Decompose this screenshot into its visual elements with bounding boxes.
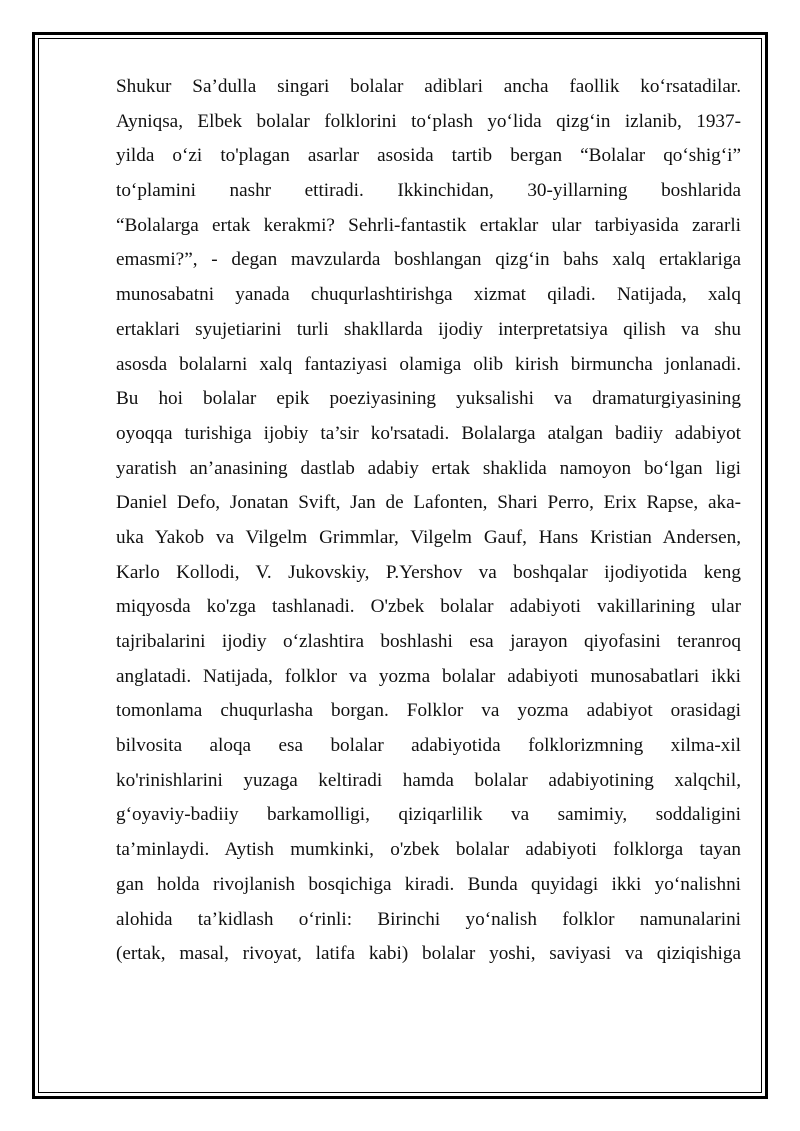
text-line: to‘plamini nashr ettiradi. Ikkinchidan, 30-yillarning boshlarida bbox=[116, 180, 741, 202]
text-line: munosabatni yanada chuqurlashtirishga xizmat qiladi. Natijada, xalq bbox=[116, 284, 741, 306]
text-line: “Bolalarga ertak kerakmi? Sehrli-fantastik ertaklar ular tarbiyasida zararli bbox=[116, 214, 741, 236]
text-line: anglatadi. Natijada, folklor va yozma bolalar adabiyoti munosabatlari ikki bbox=[116, 665, 741, 687]
text-line: ta’minlaydi. Aytish mumkinki, o'zbek bolalar adabiyoti folklorga tayan bbox=[116, 839, 741, 861]
text-line: Karlo Kollodi, V. Jukovskiy, P.Yershov va boshqalar ijodiyotida keng bbox=[116, 561, 741, 583]
text-line: gan holda rivojlanish bosqichiga kiradi. Bunda quyidagi ikki yo‘nalishni bbox=[116, 873, 741, 895]
text-line: (ertak, masal, rivoyat, latifa kabi) bolalar yoshi, saviyasi va qiziqishiga bbox=[116, 943, 741, 965]
text-line: uka Yakob va Vilgelm Grimmlar, Vilgelm Gauf, Hans Kristian Andersen, bbox=[116, 526, 741, 548]
text-line: yilda o‘zi to'plagan asarlar asosida tartib bergan “Bolalar qo‘shig‘i” bbox=[116, 145, 741, 167]
body-text bbox=[116, 70, 741, 972]
text-line: ertaklari syujetiarini turli shakllarda ijodiy interpretatsiya qilish va shu bbox=[116, 318, 741, 340]
text-line: emasmi?”, - degan mavzularda boshlangan qizg‘in bahs xalq ertaklariga bbox=[116, 249, 741, 271]
text-line: asosda bolalarni xalq fantaziyasi olamiga olib kirish birmuncha jonlanadi. bbox=[116, 353, 741, 375]
text-line: yaratish an’anasining dastlab adabiy ertak shaklida namoyon bo‘lgan ligi bbox=[116, 457, 741, 479]
text-line: tomonlama chuqurlasha borgan. Folklor va yozma adabiyot orasidagi bbox=[116, 700, 741, 722]
text-line: bilvosita aloqa esa bolalar adabiyotida folklorizmning xilma-xil bbox=[116, 735, 741, 757]
text-line: g‘oyaviy-badiiy barkamolligi, qiziqarlilik va samimiy, soddaligini bbox=[116, 804, 741, 826]
text-line: Bu hoi bolalar epik poeziyasining yuksalishi va dramaturgiyasining bbox=[116, 388, 741, 410]
text-line: alohida ta’kidlash o‘rinli: Birinchi yo‘nalish folklor namunalarini bbox=[116, 908, 741, 930]
text-line: Shukur Sa’dulla singari bolalar adiblari ancha faollik ko‘rsatadilar. bbox=[116, 76, 741, 97]
text-line: oyoqqa turishiga ijobiy ta’sir ko'rsatadi. Bolalarga atalgan badiiy adabiyot bbox=[116, 422, 741, 444]
text-line: miqyosda ko'zga tashlanadi. O'zbek bolalar adabiyoti vakillarining ular bbox=[116, 596, 741, 618]
text-line: tajribalarini ijodiy o‘zlashtira boshlashi esa jarayon qiyofasini teranroq bbox=[116, 631, 741, 652]
text-line: Ayniqsa, Elbek bolalar folklorini to‘plash yo‘lida qizg‘in izlanib, 1937- bbox=[116, 110, 741, 132]
text-line: Daniel Defo, Jonatan Svift, Jan de Lafonten, Shari Perro, Erix Rapse, aka- bbox=[116, 492, 741, 514]
text-line: ko'rinishlarini yuzaga keltiradi hamda bolalar adabiyotining xalqchil, bbox=[116, 769, 741, 791]
